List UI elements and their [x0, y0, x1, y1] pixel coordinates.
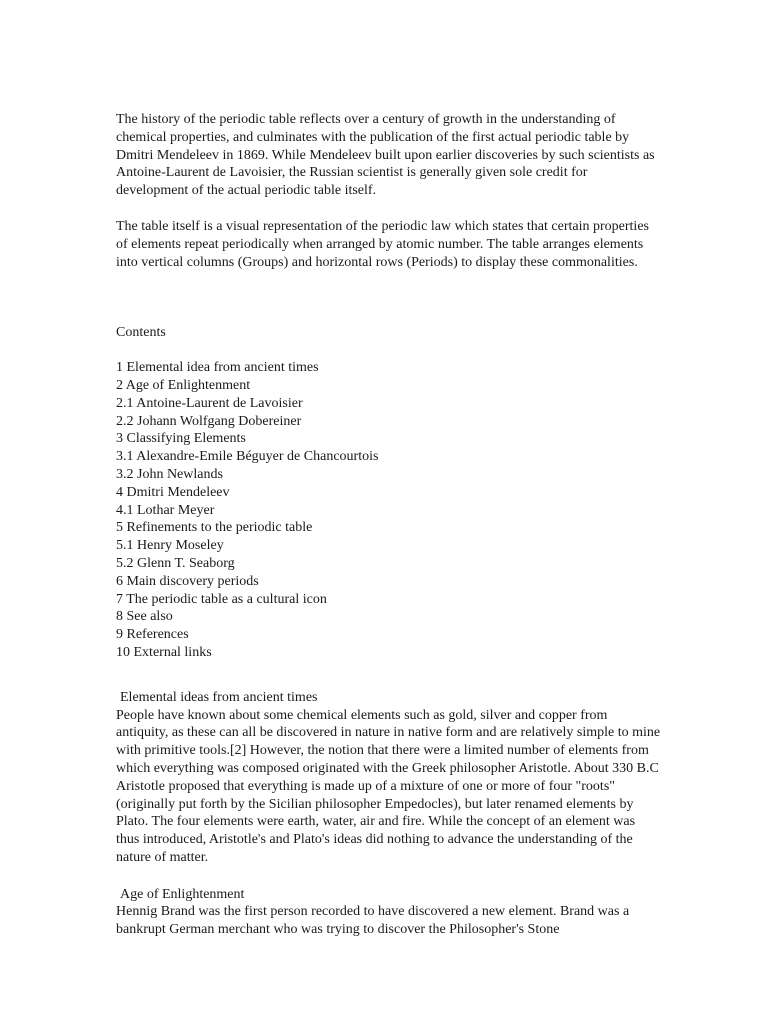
toc-item: 4 Dmitri Mendeleev — [116, 484, 230, 500]
intro-paragraph: The history of the periodic table reflects over a century of growth in the understanding of chemical properties, and culminates with the publication of the first actual periodic table by Dmitri Mendeleev in 1869. While Mendeleev built upon earlier discoveries by such scientists as Antoine-Laurent de Lavoisier, the Russian scientist is generally given sole credit for development of the actual periodic table itself. — [116, 112, 655, 199]
toc-item: 5.1 Henry Moseley — [116, 538, 224, 554]
toc-item: 2 Age of Enlightenment — [116, 377, 251, 393]
toc-item: 9 References — [116, 627, 189, 643]
toc-item: 7 The periodic table as a cultural icon — [116, 591, 327, 607]
section-body: Hennig Brand was the first person recorded to have discovered a new element. Brand was a bankrupt German merchant who was trying to discover the Philosopher's Stone — [116, 904, 630, 938]
toc-item: 3 Classifying Elements — [116, 431, 246, 447]
toc-item: 3.1 Alexandre-Emile Béguyer de Chancourtois — [116, 449, 379, 465]
contents-heading: Contents — [116, 325, 166, 341]
section-ancient-times — [116, 689, 661, 867]
table-of-contents — [116, 359, 661, 662]
section-heading: Elemental ideas from ancient times — [120, 689, 318, 705]
section-body: People have known about some chemical elements such as gold, silver and copper from antiquity, as these can all be discovered in nature in native form and are relatively simple to mine with primitive tools.[2] However, the notion that there were a limited number of elements from which everything was composed originated with the Greek philosopher Aristotle. About 330 B.C Aristotle proposed that everything is made up of a mixture of one or more of four "roots" (originally put forth by the Sicilian philosopher Empedocles), but later renamed elements by Plato. The four elements were earth, water, air and fire. While the concept of an element was thus introduced, Aristotle's and Plato's ideas did nothing to advance the understanding of the nature of matter. — [116, 707, 661, 865]
toc-item: 1 Elemental idea from ancient times — [116, 360, 319, 376]
toc-item: 4.1 Lothar Meyer — [116, 502, 215, 518]
section-heading: Age of Enlightenment — [120, 886, 245, 902]
toc-item: 10 External links — [116, 644, 212, 660]
toc-item: 5 Refinements to the periodic table — [116, 520, 313, 536]
document-page — [116, 111, 661, 939]
toc-item: 5.2 Glenn T. Seaborg — [116, 555, 235, 571]
toc-item: 3.2 John Newlands — [116, 466, 223, 482]
toc-item: 2.1 Antoine-Laurent de Lavoisier — [116, 395, 303, 411]
intro-paragraph: The table itself is a visual representation of the periodic law which states that certain properties of elements repeat periodically when arranged by atomic number. The table arranges elements into vertical columns (Groups) and horizontal rows (Periods) to display these commonalities. — [116, 218, 649, 270]
toc-item: 2.2 Johann Wolfgang Dobereiner — [116, 413, 302, 429]
section-enlightenment — [116, 886, 661, 939]
toc-item: 6 Main discovery periods — [116, 573, 259, 589]
toc-item: 8 See also — [116, 609, 173, 625]
intro-section — [116, 111, 661, 271]
